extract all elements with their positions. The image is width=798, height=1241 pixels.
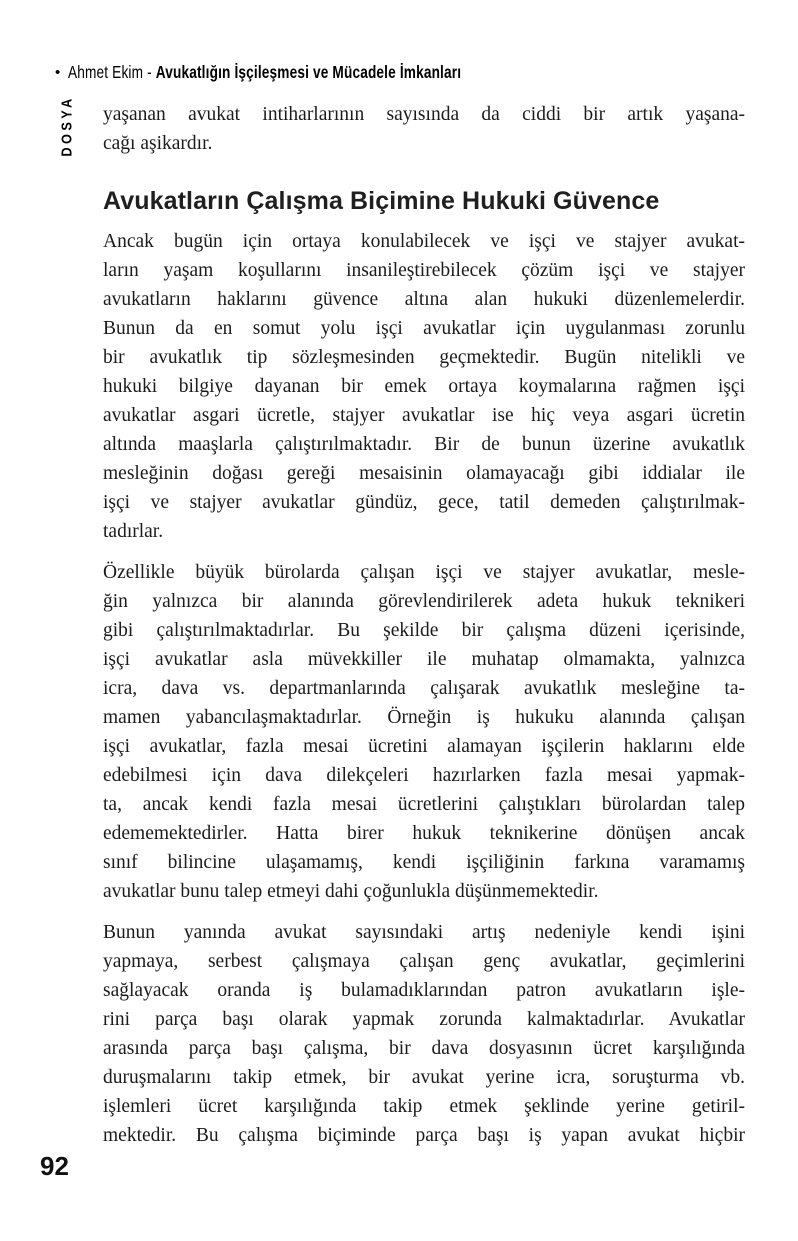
page-number: 92: [40, 1151, 69, 1181]
running-header-text: [68, 62, 461, 83]
text-line: sağlayacak oranda iş bulamadıklarından patron avukatların işle-: [103, 980, 745, 1001]
text-line: Ancak bugün için ortaya konulabilecek ve işçi ve stajyer avukat-: [103, 231, 745, 252]
section-label-dosya: DOSYA: [58, 95, 76, 157]
text-line: hukuki bilgiye dayanan bir emek ortaya koymalarına rağmen işçi: [103, 376, 745, 397]
text-line: yapmaya, serbest çalışmaya çalışan genç avukatlar, geçimlerini: [103, 951, 745, 972]
text-line: işçi avukatlar, fazla mesai ücretini alamayan işçilerin haklarını elde: [103, 736, 745, 757]
bullet-icon: •: [55, 64, 61, 81]
text-line: mamen yabancılaşmaktadırlar. Örneğin iş hukuku alanında çalışan: [103, 707, 745, 728]
text-paragraph: [103, 918, 745, 1150]
text-paragraph: [103, 100, 745, 158]
text-line: işçi ve stajyer avukatlar gündüz, gece, tatil demeden çalıştırılmak-: [103, 492, 745, 513]
text-line: Bunun yanında avukat sayısındaki artış nedeniyle kendi işini: [103, 922, 745, 943]
text-line: cağı aşikardır.: [103, 133, 213, 154]
text-line: işçi avukatlar asla müvekkiller ile muhatap olmamakta, yalnızca: [103, 649, 745, 670]
text-line: edememektedirler. Hatta birer hukuk teknikerine dönüşen ancak: [103, 823, 745, 844]
text-line: yaşanan avukat intiharlarının sayısında da ciddi bir artık yaşana-: [103, 104, 745, 125]
text-line: ta, ancak kendi fazla mesai ücretlerini çalıştıkları bürolardan talep: [103, 794, 745, 815]
text-column: [103, 100, 745, 1150]
text-line: mesleğinin doğası gereği mesaisinin olamayacağı gibi iddialar ile: [103, 463, 745, 484]
text-line: rini parça başı olarak yapmak zorunda kalmaktadırlar. Avukatlar: [103, 1009, 745, 1030]
text-line: sınıf bilincine ulaşamamış, kendi işçiliğinin farkına varamamış: [103, 852, 745, 873]
text-line: altında maaşlarla çalıştırılmaktadır. Bir de bunun üzerine avukatlık: [103, 434, 745, 455]
header-author: Ahmet Ekim -: [68, 62, 157, 82]
text-line: mektedir. Bu çalışma biçiminde parça başı iş yapan avukat hiçbir: [103, 1125, 745, 1146]
text-line: avukatların haklarını güvence altına alan hukuki düzenlemelerdir.: [103, 289, 745, 310]
text-line: avukatlar bunu talep etmeyi dahi çoğunlukla düşünmemektedir.: [103, 881, 599, 902]
text-line: ların yaşam koşullarını insanileştirebilecek çözüm işçi ve stajyer: [103, 260, 745, 281]
text-line: ğin yalnızca bir alanında görevlendirilerek adeta hukuk teknikeri: [103, 591, 745, 612]
text-line: icra, dava vs. departmanlarında çalışarak avukatlık mesleğine ta-: [103, 678, 745, 699]
text-line: gibi çalıştırılmaktadırlar. Bu şekilde bir çalışma düzeni içerisinde,: [103, 620, 745, 641]
text-paragraph: [103, 558, 745, 906]
running-header: [55, 62, 572, 83]
text-line: bir avukatlık tip sözleşmesinden geçmektedir. Bugün nitelikli ve: [103, 347, 745, 368]
text-line: işlemleri ücret karşılığında takip etmek şeklinde yerine getiril-: [103, 1096, 745, 1117]
text-paragraph: [103, 227, 745, 546]
section-heading: Avukatların Çalışma Biçimine Hukuki Güvence: [103, 187, 660, 215]
header-article-title: Avukatlığın İşçileşmesi ve Mücadele İmkanları: [156, 62, 462, 82]
text-line: duruşmalarını takip etmek, bir avukat yerine icra, soruşturma vb.: [103, 1067, 745, 1088]
text-line: edebilmesi için dava dilekçeleri hazırlarken fazla mesai yapmak-: [103, 765, 745, 786]
text-line: arasında parça başı çalışma, bir dava dosyasının ücret karşılığında: [103, 1038, 745, 1059]
text-line: Özellikle büyük bürolarda çalışan işçi ve stajyer avukatlar, mesle-: [103, 562, 745, 583]
text-line: Bunun da en somut yolu işçi avukatlar için uygulanması zorunlu: [103, 318, 745, 339]
text-line: tadırlar.: [103, 521, 164, 542]
text-line: avukatlar asgari ücretle, stajyer avukatlar ise hiç veya asgari ücretin: [103, 405, 745, 426]
